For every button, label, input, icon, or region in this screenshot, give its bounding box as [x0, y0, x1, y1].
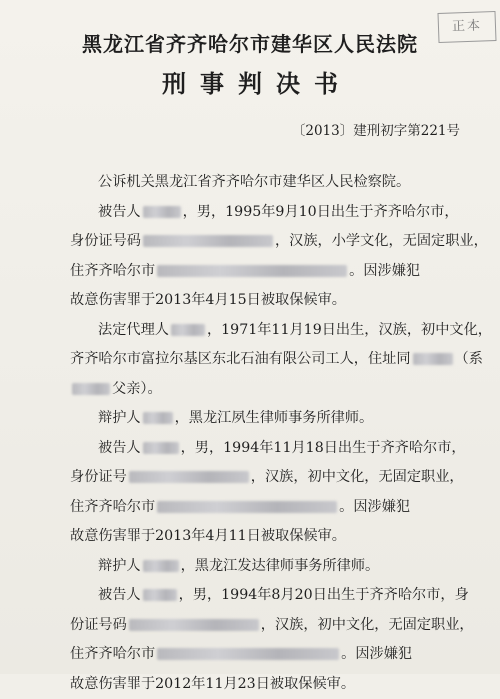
body-line [70, 168, 466, 198]
court-name: 黑龙江省齐齐哈尔市建华区人民法院 [0, 28, 500, 57]
body-text: ，男，1994年11月18日出生于齐齐哈尔市， [181, 440, 466, 456]
body-text: ，黑龙江夙生律师事务所律师。 [175, 410, 374, 426]
body-text: 故意伤害罪于2012年11月23日被取保候审。 [70, 676, 355, 692]
body-text: 父亲）。 [112, 381, 162, 397]
body-text: 。因涉嫌犯 [339, 499, 410, 515]
redacted-text [157, 501, 337, 513]
body-line [70, 257, 466, 287]
redacted-text [143, 560, 179, 572]
body-text: 住齐齐哈尔市 [70, 646, 155, 662]
case-number: 〔2013〕建刑初字第221号 [292, 119, 460, 139]
body-line [70, 522, 466, 552]
redacted-text [157, 265, 347, 277]
body-line [70, 198, 466, 228]
redacted-text [129, 471, 249, 483]
redacted-text [143, 589, 177, 601]
redacted-text [129, 619, 259, 631]
body-text: ，男，1994年8月20日出生于齐齐哈尔市，身 [179, 587, 469, 603]
document-title: 刑事判决书 [0, 64, 500, 99]
body-line [70, 581, 466, 611]
body-line [70, 286, 466, 316]
body-text: 法定代理人 [98, 322, 169, 338]
body-text: 份证号码 [70, 617, 127, 633]
body-line [70, 404, 466, 434]
body-text: 身份证号 [70, 469, 127, 485]
body-line [70, 552, 466, 582]
body-text: ，汉族，初中文化，无固定职业， [261, 617, 474, 633]
body-text: ，汉族，初中文化，无固定职业， [251, 469, 464, 485]
body-line [70, 493, 466, 523]
body-text: 辩护人 [98, 558, 141, 574]
body-text: 故意伤害罪于2013年4月11日被取保候审。 [70, 528, 346, 544]
body-text: ，男，1995年9月10日出生于齐齐哈尔市， [183, 204, 459, 220]
body-text: 被告人 [98, 587, 141, 603]
redacted-text [72, 383, 110, 395]
body-text: 被告人 [98, 440, 141, 456]
redacted-text [143, 412, 173, 424]
body-text: 故意伤害罪于2013年4月15日被取保候审。 [70, 292, 346, 308]
body-line [70, 316, 466, 346]
body-text: ，1971年11月19日出生，汉族，初中文化， [207, 322, 492, 338]
redacted-text [143, 442, 179, 454]
redacted-text [157, 648, 339, 660]
body-text: 住齐齐哈尔市 [70, 263, 155, 279]
body-text: 辩护人 [98, 410, 141, 426]
body-line [70, 375, 466, 405]
body-line [70, 611, 466, 641]
original-copy-stamp: 正本 [437, 11, 496, 43]
body-text: 被告人 [98, 204, 141, 220]
body-line [70, 640, 466, 670]
judgment-body [70, 168, 466, 699]
body-text: 。因涉嫌犯 [349, 263, 420, 279]
body-text: （系 [455, 351, 483, 367]
body-text: 齐齐哈尔市富拉尔基区东北石油有限公司工人，住址同 [70, 351, 411, 367]
body-text: 身份证号码 [70, 233, 141, 249]
redacted-text [143, 235, 273, 247]
body-text: 公诉机关黑龙江省齐齐哈尔市建华区人民检察院。 [98, 174, 410, 190]
redacted-text [413, 353, 453, 365]
body-line [70, 434, 466, 464]
body-text: ，汉族，小学文化，无固定职业， [275, 233, 488, 249]
body-line [70, 227, 466, 257]
body-text: 住齐齐哈尔市 [70, 499, 155, 515]
redacted-text [143, 206, 181, 218]
body-line [70, 463, 466, 493]
body-line [70, 345, 466, 375]
body-text: 。因涉嫌犯 [341, 646, 412, 662]
body-text: ，黑龙江发达律师事务所律师。 [181, 558, 380, 574]
redacted-text [171, 324, 205, 336]
